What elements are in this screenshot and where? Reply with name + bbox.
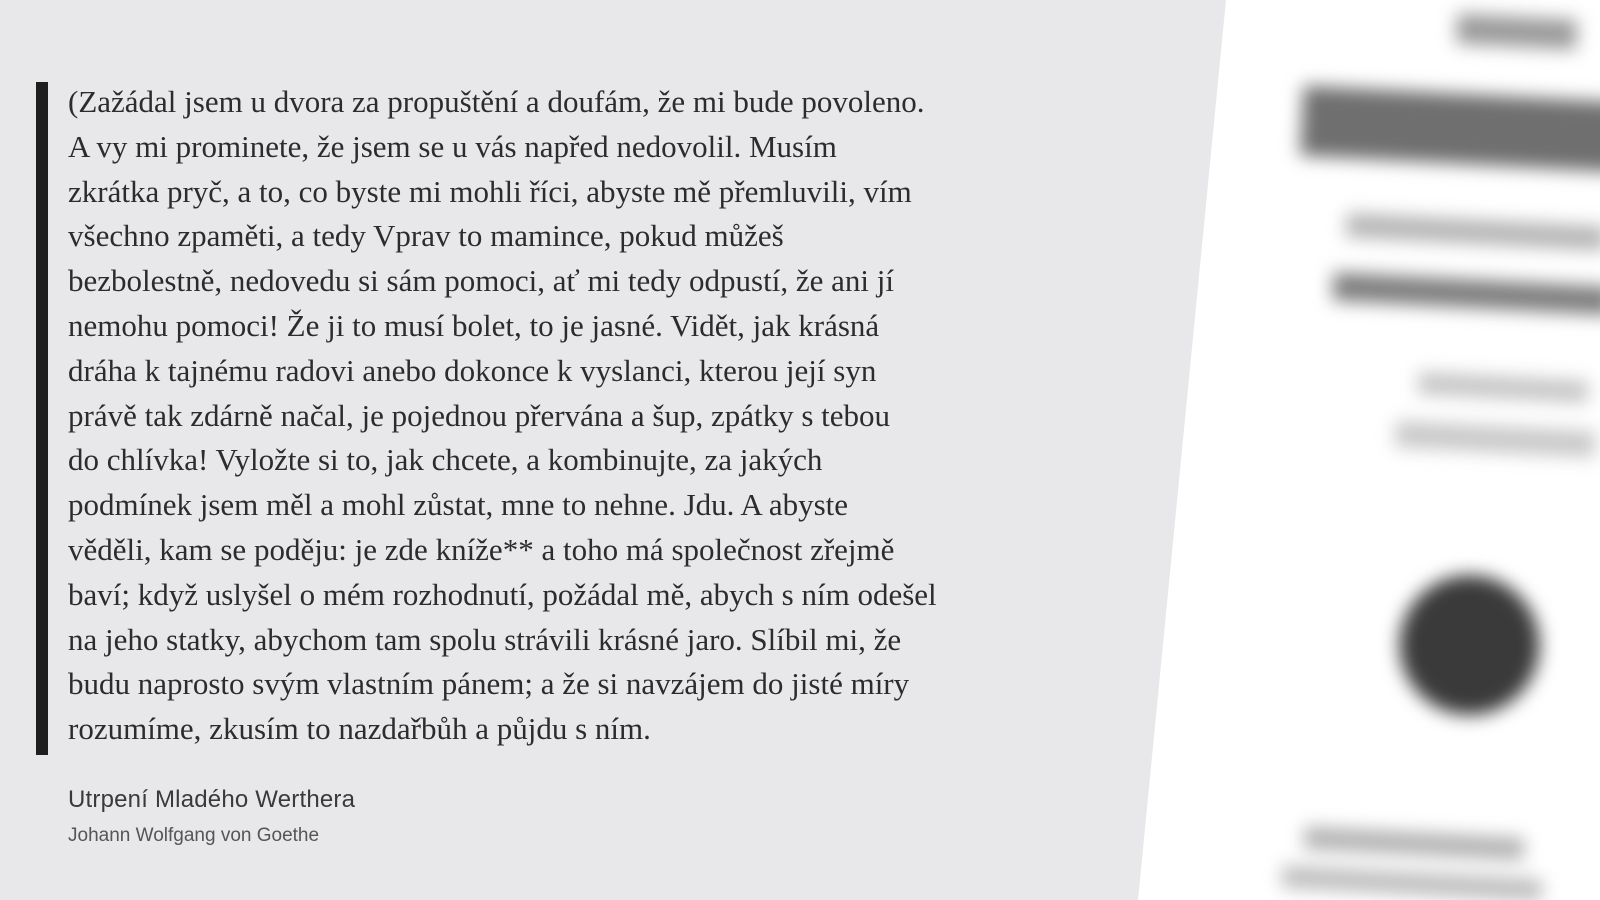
quote-text: (Zažádal jsem u dvora za propuštění a doufám, že mi bude povoleno. A vy mi prominete, že jsem se u vás napřed nedovolil. Musím zkrátka pryč, a to, co byste mi mohli říci, abyste mě přemluvili, vím všechno zpaměti, a tedy Vprav to mamince, pokud můžeš bezbolestně, nedovedu si sám pomoci, ať mi tedy odpustí, že ani jí nemohu pomoci! Že ji to musí bolet, to je jasné. Vidět, jak krásná dráha k tajnému radovi anebo dokonce k vyslanci, kterou její syn právě tak zdárně načal, je pojednou přervána a šup, zpátky s tebou do chlívka! Vyložte si to, jak chcete, a kombinujte, za jakých podmínek jsem měl a mohl zůstat, mne to nehne. Jdu. A abyste věděli, kam se poděju: je zde kníže** a toho má společnost zřejmě baví; když uslyšel o mém rozhodnutí, požádal mě, abych s ním odešel na jeho statky, abychom tam spolu strávili krásné jaro. Slíbil mi, že budu naprosto svým vlastním pánem; a že si navzájem do jisté míry rozumíme, zkusím to nazdařbůh a půjdu s ním.: [68, 84, 937, 747]
quote-accent-bar: [36, 82, 48, 755]
book-cover-image: [1148, 0, 1600, 900]
book-title: Utrpení Mladého Werthera: [68, 786, 356, 813]
book-author: Johann Wolfgang von Goethe: [68, 825, 320, 846]
